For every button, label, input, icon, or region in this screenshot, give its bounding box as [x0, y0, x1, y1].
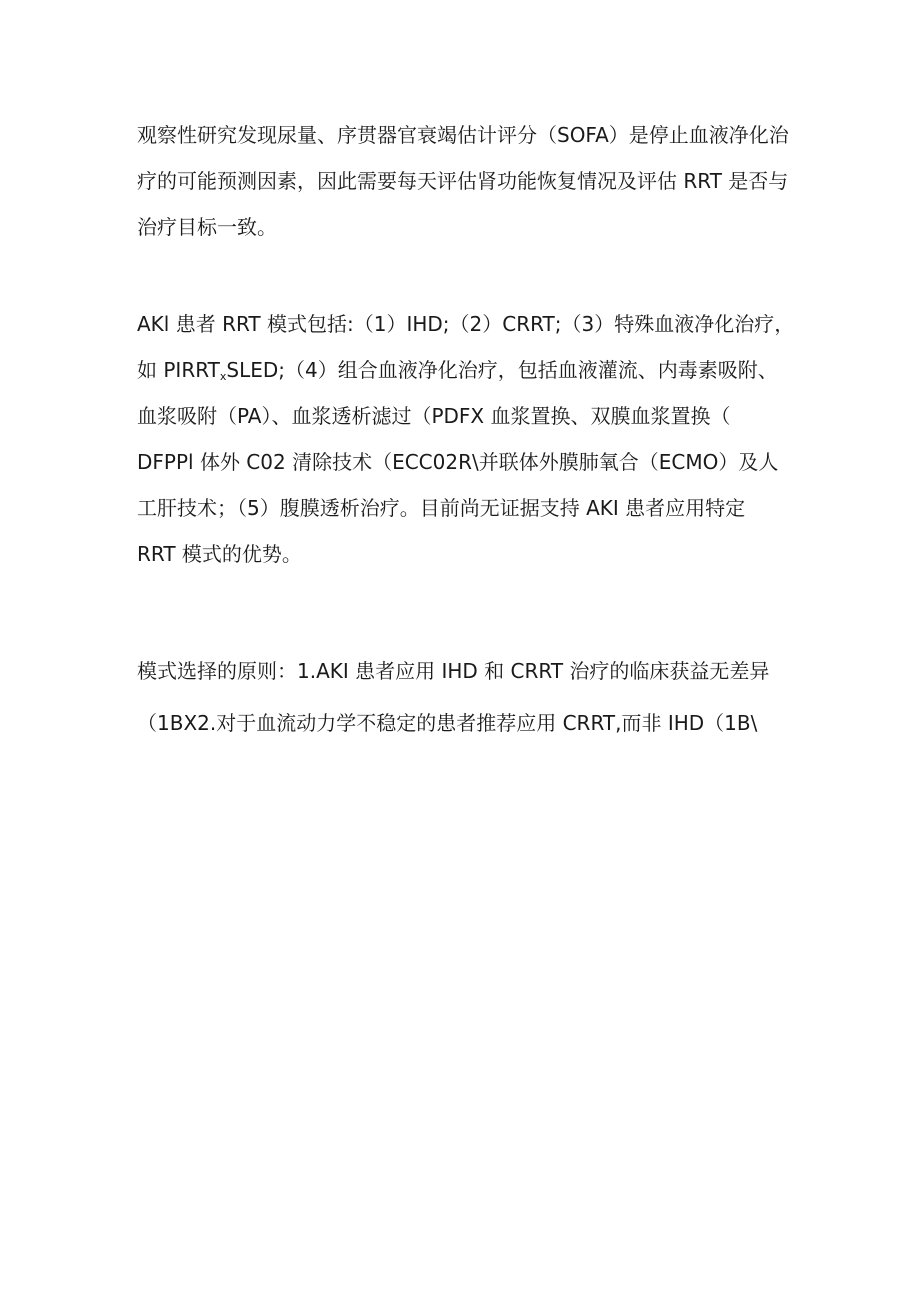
text-line: 观察性研究发现尿量、序贯器官衰竭估计评分（SOFA）是停止血液净化治 — [137, 123, 789, 147]
text-segment: 如 PIRRT — [137, 358, 220, 382]
paragraph-rrt-modes — [137, 301, 795, 577]
text-line: 治疗目标一致。 — [137, 215, 277, 239]
paragraph-stop-criteria — [137, 112, 787, 250]
paragraph-mode-selection — [137, 645, 787, 749]
text-line: 工肝技术；（5）腹膜透析治疗。目前尚无证据支持 AKI 患者应用特定 — [137, 496, 746, 520]
text-segment: SLED;（4）组合血液净化治疗，包括血液灌流、内毒素吸附、 — [226, 358, 778, 382]
text-line — [137, 347, 787, 393]
text-line: （1BX2.对于血流动力学不稳定的患者推荐应用 CRRT,而非 IHD（1B\ — [137, 711, 758, 735]
subscript-text: x — [219, 370, 227, 383]
text-line: 疗的可能预测因素，因此需要每天评估肾功能恢复情况及评估 RRT 是否与 — [137, 169, 789, 193]
text-line: 血浆吸附（PA）、血浆透析滤过（PDFX 血浆置换、双膜血浆置换（ — [137, 404, 731, 428]
text-line: DFPPl 体外 C02 清除技术（ECC02R\并联体外膜肺氧合（ECMO）及人 — [137, 450, 779, 474]
text-line: AKl 患者 RRT 模式包括:（1）IHD;（2）CRRT;（3）特殊血液净化治疗， — [137, 312, 795, 336]
text-line: 模式选择的原则：1.AKI 患者应用 IHD 和 CRRT 治疗的临床获益无差异 — [137, 659, 770, 683]
text-line: RRT 模式的优势。 — [137, 542, 302, 566]
